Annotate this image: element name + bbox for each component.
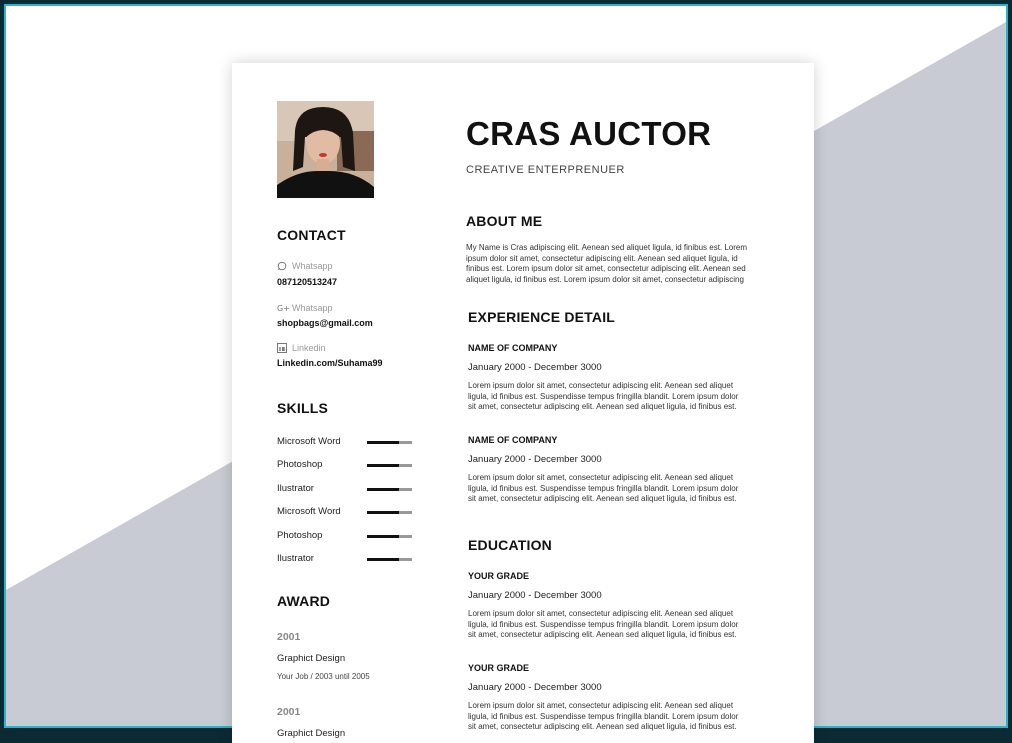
linkedin-icon: [277, 343, 287, 353]
skill-name: Ilustrator: [277, 482, 314, 494]
skill-row: [277, 553, 417, 565]
skill-name: Photoshop: [277, 529, 323, 541]
about-heading: ABOUT ME: [466, 213, 543, 229]
experience-heading: EXPERIENCE DETAIL: [468, 309, 616, 325]
skill-level-bar: [367, 441, 412, 444]
skill-name: Microsoft Word: [277, 436, 341, 447]
skill-row: [277, 483, 417, 495]
svg-text:G+: G+: [277, 304, 290, 313]
resume-sheet: [232, 63, 814, 743]
skill-row: [277, 530, 417, 542]
education-dates: January 2000 - December 3000: [468, 682, 602, 693]
skill-level-bar: [367, 558, 412, 561]
education-description: Lorem ipsum dolor sit amet, consectetur adipiscing elit. Aenean sed aliquet ligula, id finibus est. Suspendisse tempus fringilla blandit. Lorem ipsum dolor sit amet, consectetur adipiscing elit. Aenean sed aliquet ligula, id finibus est.: [468, 609, 739, 639]
skill-level-bar: [367, 488, 412, 491]
skill-level-bar: [367, 535, 412, 538]
skill-row: [277, 459, 417, 471]
award-title: Graphict Design: [277, 653, 346, 664]
skill-level-fill: [367, 535, 399, 538]
education-dates: January 2000 - December 3000: [468, 590, 602, 601]
skill-level-fill: [367, 441, 399, 444]
award-year: 2001: [277, 631, 301, 643]
experience-description: Lorem ipsum dolor sit amet, consectetur adipiscing elit. Aenean sed aliquet ligula, id finibus est. Suspendisse tempus fringilla blandit. Lorem ipsum dolor sit amet, consectetur adipiscing elit. Aenean sed aliquet ligula, id finibus est.: [468, 381, 739, 411]
skill-level-bar: [367, 464, 412, 467]
google-plus-icon: [277, 303, 290, 313]
skill-row: [277, 436, 417, 448]
education-heading: EDUCATION: [468, 537, 552, 553]
profile-photo: [277, 101, 374, 198]
contact-email[interactable]: shopbags@gmail.com: [277, 318, 373, 328]
experience-company: NAME OF COMPANY: [468, 435, 558, 445]
contact-label-whatsapp: Whatsapp: [277, 261, 333, 271]
education-grade: YOUR GRADE: [468, 571, 530, 581]
skill-level-fill: [367, 511, 399, 514]
about-text: My Name is Cras adipiscing elit. Aenean sed aliquet ligula, id finibus est. Lorem ipsum dolor sit amet, consectetur adipiscing elit. Aenean sed aliquet ligula, id finibus est. Lorem ipsum dolor sit amet, consectetur adipiscing elit. Aenean sed aliquet ligula, id finibus est. Lorem ipsum dolor sit amet, consectetur adipiscing: [466, 243, 748, 284]
contact-phone[interactable]: 087120513247: [277, 277, 338, 287]
contact-heading: CONTACT: [277, 227, 346, 243]
candidate-name: CRAS AUCTOR: [466, 115, 712, 152]
skill-row: [277, 506, 417, 518]
education-grade: YOUR GRADE: [468, 663, 530, 673]
experience-dates: January 2000 - December 3000: [468, 454, 602, 465]
skill-level-fill: [367, 464, 399, 467]
whatsapp-icon: [277, 261, 287, 271]
award-year: 2001: [277, 706, 301, 718]
skill-name: Ilustrator: [277, 553, 314, 564]
skill-level-bar: [367, 511, 412, 514]
image-frame: [4, 4, 1008, 739]
skill-name: Photoshop: [277, 459, 323, 471]
skill-name: Microsoft Word: [277, 506, 341, 518]
contact-label-linkedin: Linkedin: [277, 343, 326, 353]
contact-linkedin[interactable]: Linkedin.com/Suhama99: [277, 358, 383, 368]
contact-label-google: G+ Whatsapp: [277, 303, 333, 313]
education-description: Lorem ipsum dolor sit amet, consectetur adipiscing elit. Aenean sed aliquet ligula, id finibus est. Suspendisse tempus fringilla blandit. Lorem ipsum dolor sit amet, consectetur adipiscing elit. Aenean sed aliquet ligula, id finibus est.: [468, 701, 739, 731]
candidate-role: CREATIVE ENTERPRENUER: [466, 164, 625, 176]
skills-heading: SKILLS: [277, 400, 328, 416]
award-subtitle: Your Job / 2003 until 2005: [277, 672, 370, 681]
experience-description: Lorem ipsum dolor sit amet, consectetur adipiscing elit. Aenean sed aliquet ligula, id finibus est. Suspendisse tempus fringilla blandit. Lorem ipsum dolor sit amet, consectetur adipiscing elit. Aenean sed aliquet ligula, id finibus est.: [468, 473, 739, 503]
award-title: Graphict Design: [277, 728, 346, 739]
skill-level-fill: [367, 488, 399, 491]
experience-company: NAME OF COMPANY: [468, 343, 558, 353]
experience-dates: January 2000 - December 3000: [468, 362, 602, 373]
award-heading: AWARD: [277, 593, 331, 609]
skill-level-fill: [367, 558, 399, 561]
